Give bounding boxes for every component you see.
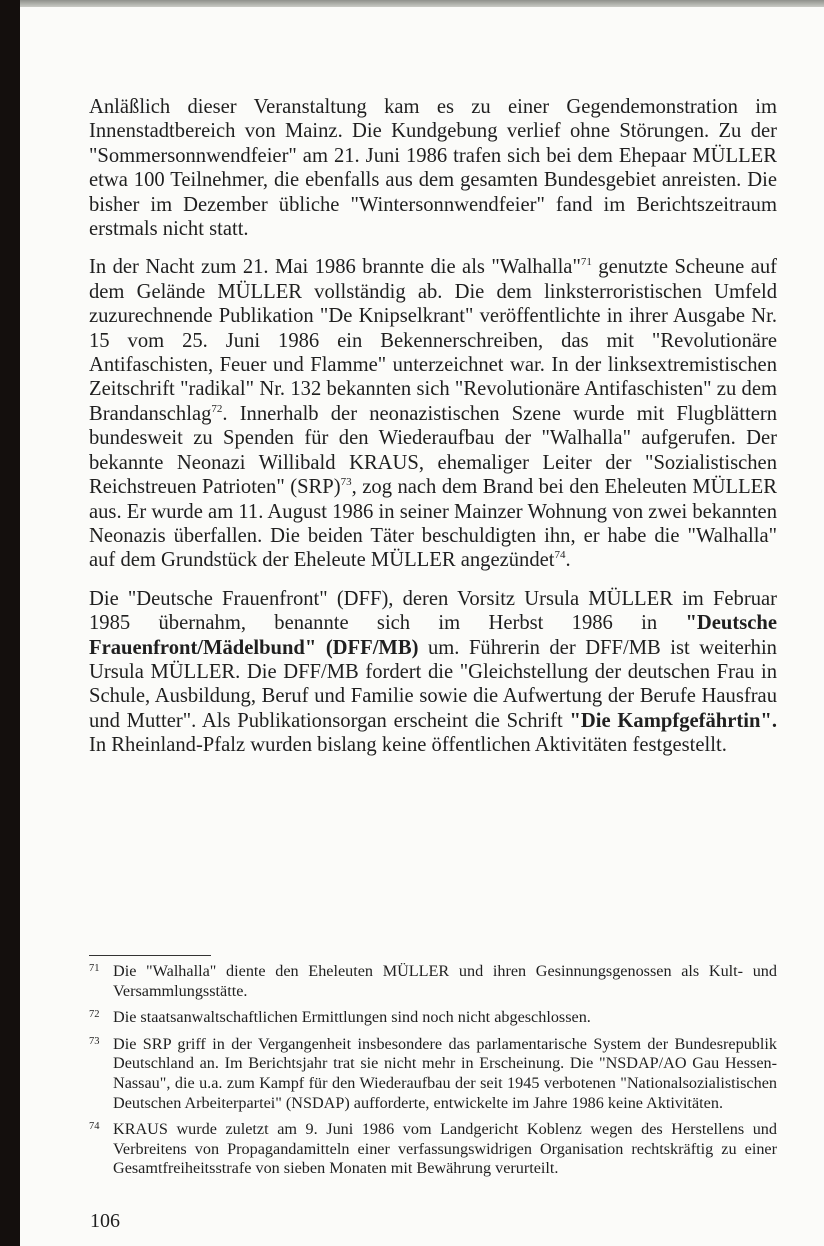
text-run: genutzte Scheune auf dem Gelände MÜLLER vollständig ab. Die dem linksterroristischen Umfeld zuzurechnende Publikation "De Knipselkrant" veröffentlichte in ihrer Ausgabe Nr. 15 vom 25. Juni 1986 ein Bekennerschreiben, das mit "Revolutionäre Antifaschisten, Feuer und Flamme" unterzeichnet war. In der linksextremistischen Zeitschrift "radikal" Nr. 132 bekannten sich "Revolutionäre Antifaschisten" zu dem Brandanschlag: [89, 256, 777, 425]
text-run: , zog nach dem Brand bei den Eheleuten MÜLLER aus. Er wurde am 11. August 1986 in seiner Mainzer Wohnung von zwei bekannten Neonazis überfallen. Die beiden Täter beschuldigten ihn, er habe die "Walhalla" auf dem Grundstück der Eheleute MÜLLER angezündet: [89, 476, 777, 572]
paragraph: [89, 255, 777, 572]
paragraph: [89, 587, 777, 758]
footnote-number: 72: [89, 1009, 100, 1021]
footnote-text: Die staatsanwaltschaftlichen Ermittlungen sind noch nicht abgeschlossen.: [113, 1008, 591, 1027]
footnote-marker[interactable]: 74: [554, 549, 566, 562]
page-number: 106: [90, 1210, 120, 1232]
footnotes: [89, 962, 777, 1186]
book-spine: [0, 0, 20, 1246]
bold-term: "Die Kampfgefährtin".: [569, 709, 777, 732]
footnote-marker[interactable]: 71: [580, 256, 592, 269]
footnote-text: Die SRP griff in der Vergangenheit insbesondere das parlamentarische System der Bundesrepublik Deutschland an. Im Berichtsjahr trat sie nicht mehr in Erscheinung. Die "NSDAP/AO Gau Hessen-Nassau", die u.a. zum Kampf für den Wiederaufbau der seit 1945 verbotenen "Nationalsozialistischen Deutschen Arbeiterpartei" (NSDAP) aufforderte, entwickelte im Jahre 1986 keine Aktivitäten.: [113, 1034, 777, 1112]
footnote-number: 73: [89, 1035, 100, 1047]
page-top-edge: [0, 0, 824, 7]
footnote: [89, 1008, 777, 1028]
footnote-number: 74: [89, 1121, 100, 1133]
text-run: Die "Deutsche Frauenfront" (DFF), deren Vorsitz Ursula MÜLLER im Februar 1985 übernahm, benannte sich im Herbst 1986 in: [89, 587, 777, 635]
text-run: In der Nacht zum 21. Mai 1986 brannte die als "Walhalla": [89, 256, 581, 279]
footnote-text: KRAUS wurde zuletzt am 9. Juni 1986 vom Landgericht Koblenz wegen des Herstellens und Verbreitens von Propagandamitteln einer verfassungswidrigen Organisation rechtskräftig zu einer Gesamtfreiheitsstrafe von sieben Monaten mit Bewährung verurteilt.: [113, 1120, 777, 1178]
text-run: In Rheinland-Pfalz wurden bislang keine öffentlichen Aktivitäten festgestellt.: [89, 734, 727, 757]
footnote: [89, 1120, 777, 1179]
footnote: [89, 962, 777, 1001]
footnote-number: 71: [89, 963, 100, 974]
text-run: Anläßlich dieser Veranstaltung kam es zu einer Gegendemonstration im Innenstadtbereich von Mainz. Die Kundgebung verlief ohne Störungen. Zu der "Sommersonnwendfeier" am 21. Juni 1986 trafen sich bei dem Ehepaar MÜLLER etwa 100 Teilnehmer, die ebenfalls aus dem gesamten Bundesgebiet anreisten. Die bisher im Dezember übliche "Wintersonnwendfeier" fand im Berichtszeitraum erstmals nicht statt.: [89, 96, 777, 241]
body-text: [89, 95, 777, 772]
footnote-marker[interactable]: 73: [340, 476, 352, 489]
paragraph: [89, 95, 777, 241]
footnote-separator: [89, 955, 211, 956]
text-run: . Innerhalb der neonazistischen Szene wurde mit Flugblättern bundesweit zu Spenden für den Wiederaufbau der "Walhalla" aufgerufen. Der bekannte Neonazi Willibald KRAUS, ehemaliger Leiter der "Sozialistischen Reichstreuen Patrioten" (SRP): [89, 402, 777, 499]
footnote-marker[interactable]: 72: [211, 402, 223, 415]
bold-term: "Deutsche Frauenfront/Mädelbund" (DFF/MB): [89, 612, 777, 659]
text-run: .: [565, 549, 571, 572]
footnote: [89, 1035, 777, 1113]
text-run: um. Führerin der DFF/MB ist weiterhin Ursula MÜLLER. Die DFF/MB fordert die "Gleichstellung der deutschen Frau in Schule, Ausbildung, Beruf und Familie sowie die Aufwertung der Berufe Hausfrau und Mutter". Als Publikationsorgan erscheint die Schrift: [89, 636, 777, 732]
footnote-text: Die "Walhalla" diente den Eheleuten MÜLLER und ihren Gesinnungsgenossen als Kult- und Versammlungsstätte.: [113, 962, 777, 1000]
